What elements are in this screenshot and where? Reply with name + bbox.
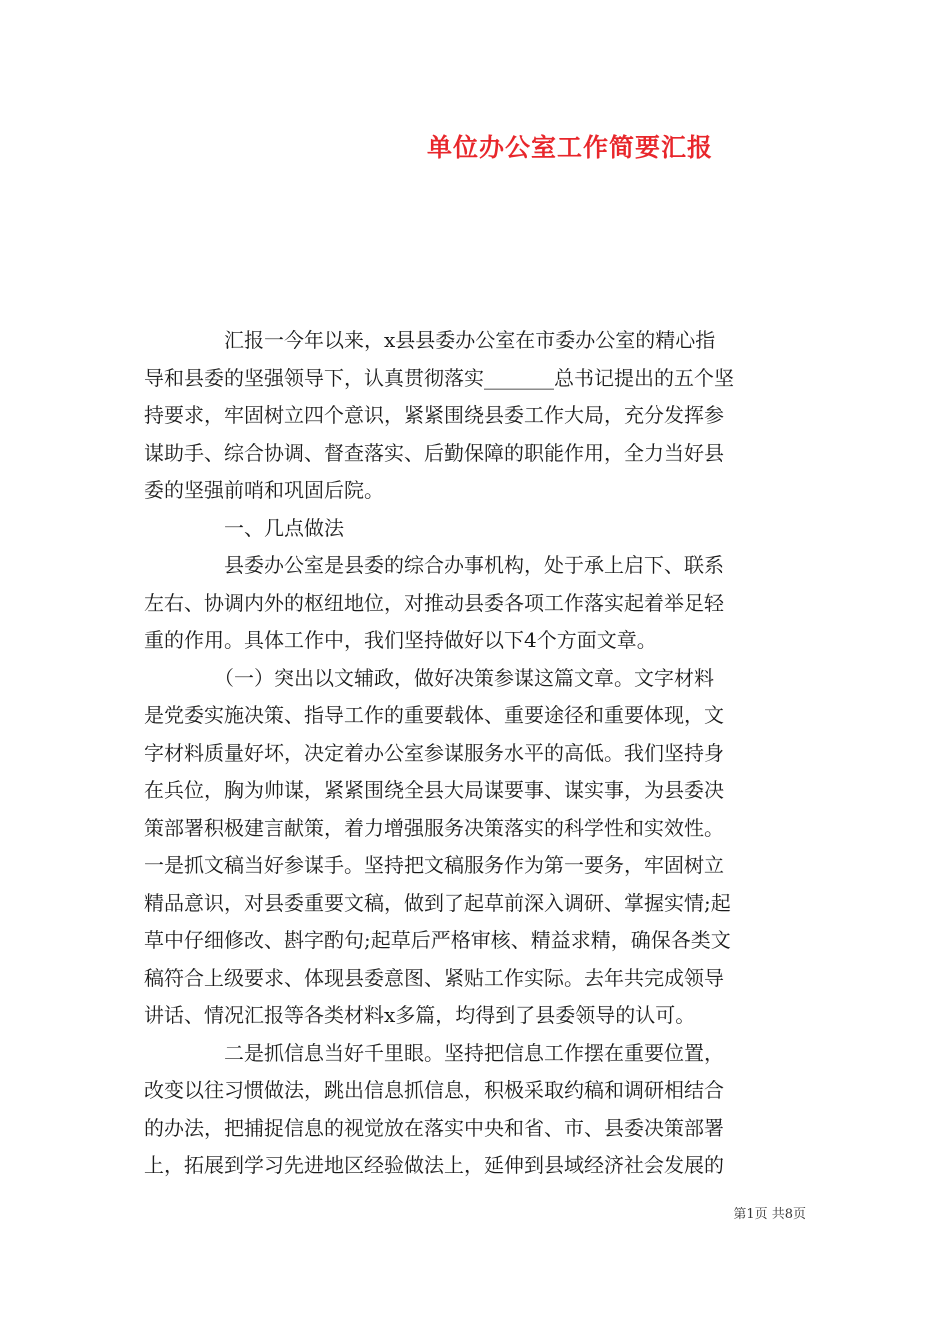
text-line: 委的坚强前哨和巩固后院。	[144, 478, 384, 502]
text-line: 持要求，牢固树立四个意识，紧紧围绕县委工作大局，充分发挥参	[144, 403, 724, 427]
text-line: 草中仔细修改、斟字酌句;起草后严格审核、精益求精，确保各类文	[144, 928, 731, 952]
text-line: 一是抓文稿当好参谋手。坚持把文稿服务作为第一要务，牢固树立	[144, 853, 724, 877]
text-line: 二是抓信息当好千里眼。坚持把信息工作摆在重要位置，	[144, 1040, 724, 1065]
text-line: 上，拓展到学习先进地区经验做法上，延伸到县域经济社会发展的	[144, 1153, 724, 1177]
text-line: （一）突出以文辅政，做好决策参谋这篇文章。文字材料	[144, 665, 714, 690]
text-line: 稿符合上级要求、体现县委意图、紧贴工作实际。去年共完成领导	[144, 965, 724, 990]
page-number: 第1页 共8页	[733, 1207, 806, 1222]
text-line: 是党委实施决策、指导工作的重要载体、重要途径和重要体现，文	[144, 703, 724, 727]
text-line: 改变以往习惯做法，跳出信息抓信息，积极采取约稿和调研相结合	[144, 1078, 724, 1102]
text-line: 重的作用。具体工作中，我们坚持做好以下4个方面文章。	[144, 628, 657, 652]
text-line: 字材料质量好坏，决定着办公室参谋服务水平的高低。我们坚持身	[144, 740, 724, 765]
text-line: 的办法，把捕捉信息的视觉放在落实中央和省、市、县委决策部署	[144, 1115, 724, 1140]
text-line: 县委办公室是县委的综合办事机构，处于承上启下、联系	[144, 553, 724, 577]
text-line: 汇报一今年以来，x县县委办公室在市委办公室的精心指	[144, 328, 716, 352]
text-line: 策部署积极建言献策，着力增强服务决策落实的科学性和实效性。	[144, 815, 724, 840]
document-title: 单位办公室工作简要汇报	[426, 133, 713, 162]
text-line: 在兵位，胸为帅谋，紧紧围绕全县大局谋要事、谋实事，为县委决	[144, 778, 724, 802]
text-line: 谋助手、综合协调、督查落实、后勤保障的职能作用，全力当好县	[144, 440, 724, 465]
section-heading: 一、几点做法	[144, 515, 344, 540]
text-line: 讲话、情况汇报等各类材料x多篇，均得到了县委领导的认可。	[144, 1003, 696, 1027]
text-line: 导和县委的坚强领导下，认真贯彻落实_______总书记提出的五个坚	[144, 365, 734, 390]
text-line: 精品意识，对县委重要文稿，做到了起草前深入调研、掌握实情;起	[144, 890, 731, 915]
document-body	[144, 322, 806, 1185]
text-line: 左右、协调内外的枢纽地位，对推动县委各项工作落实起着举足轻	[144, 590, 724, 615]
